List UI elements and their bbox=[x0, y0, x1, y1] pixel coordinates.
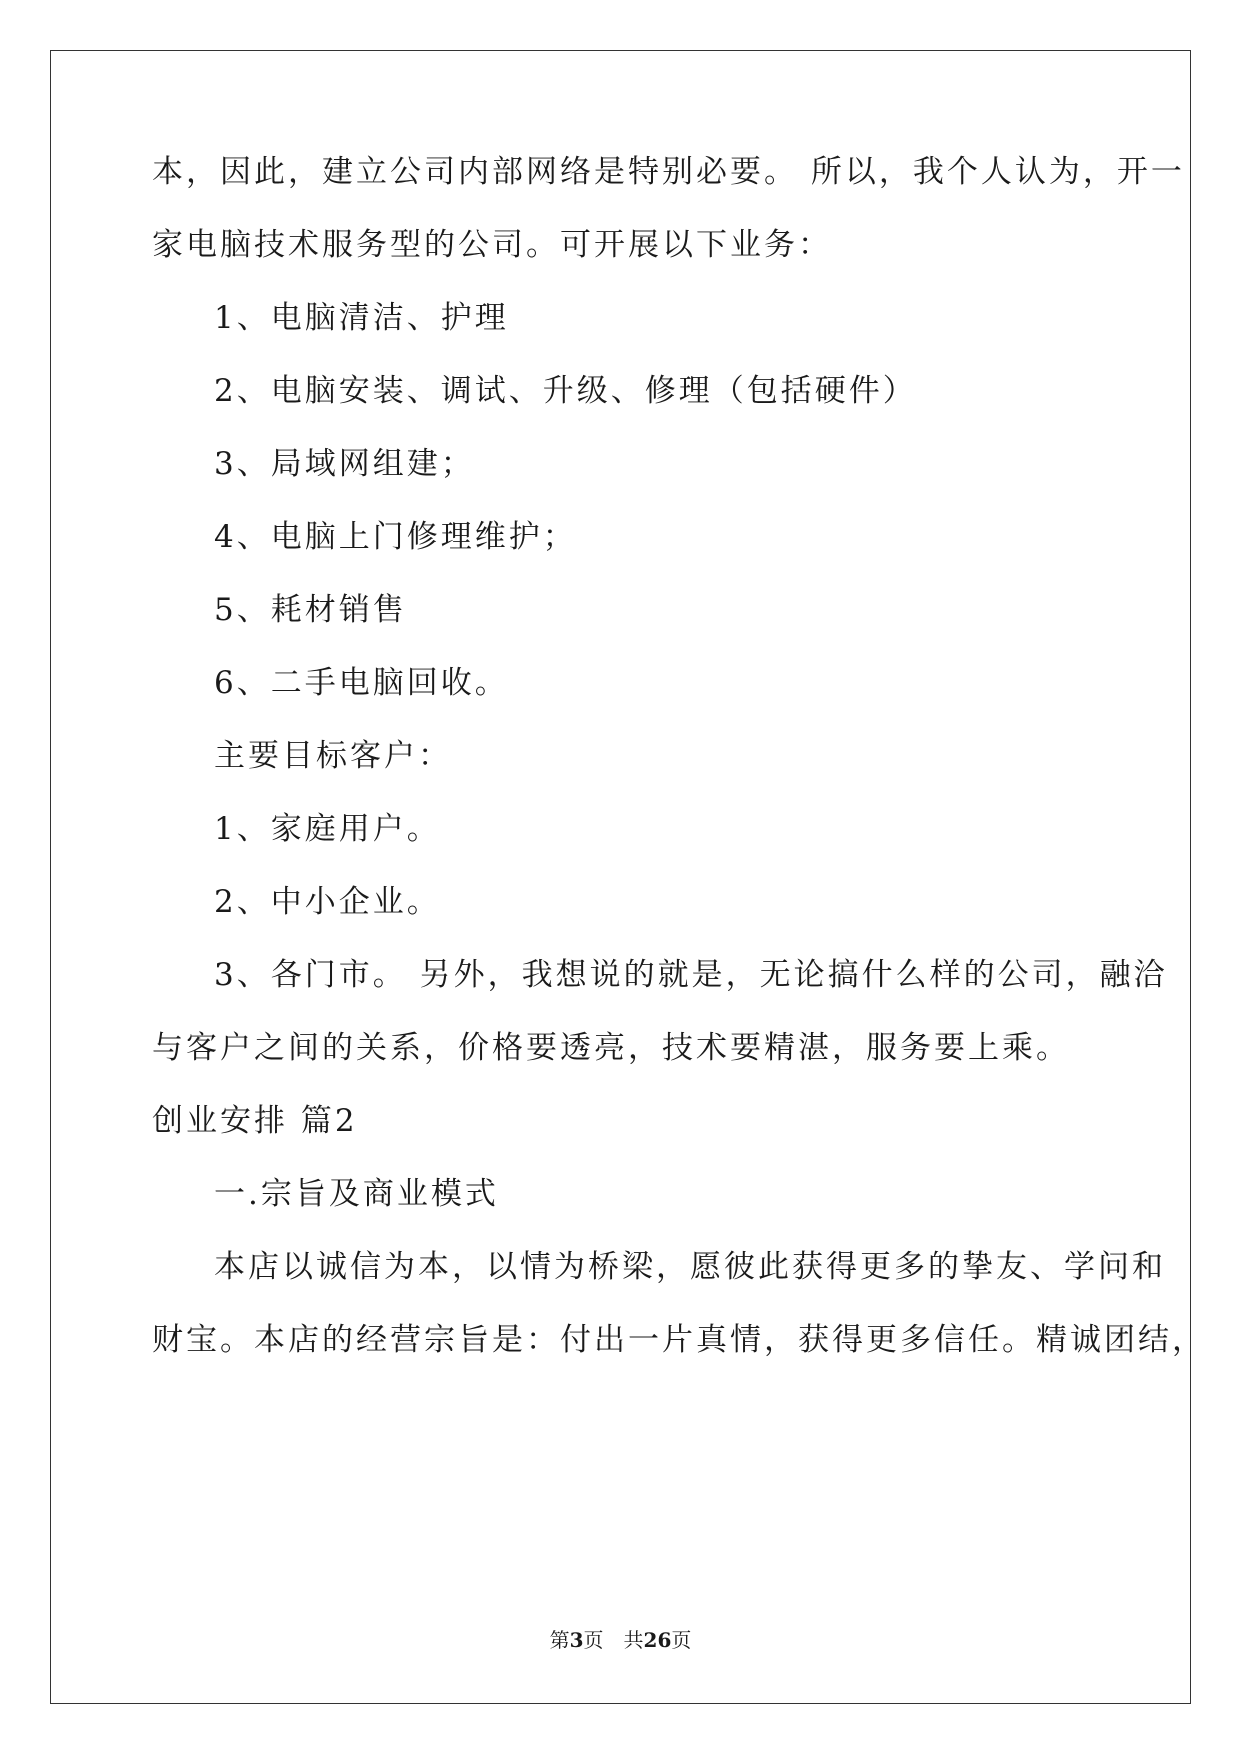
paragraph-line: 与客户之间的关系，价格要透亮，技术要精湛，服务要上乘。 bbox=[152, 1030, 1070, 1066]
page-suffix: 页 bbox=[583, 1628, 604, 1652]
list-item: 3、各门市。 另外，我想说的就是，无论搞什么样的公司，融洽 bbox=[214, 957, 1168, 993]
list-item: 1、电脑清洁、护理 bbox=[214, 300, 509, 336]
total-pages-number: 26 bbox=[643, 1628, 672, 1652]
list-item: 2、电脑安装、调试、升级、修理（包括硬件） bbox=[214, 373, 917, 409]
paragraph-line: 本，因此，建立公司内部网络是特别必要。 所以，我个人认为，开一 bbox=[152, 154, 1185, 190]
paragraph-line: 家电脑技术服务型的公司。可开展以下业务： bbox=[152, 227, 832, 263]
list-item: 6、二手电脑回收。 bbox=[214, 665, 509, 701]
list-item: 4、电脑上门修理维护； bbox=[214, 519, 577, 555]
total-prefix: 共 bbox=[623, 1628, 644, 1652]
paragraph-line: 财宝。本店的经营宗旨是：付出一片真情，获得更多信任。精诚团结， bbox=[152, 1322, 1206, 1358]
list-item: 3、局域网组建； bbox=[214, 446, 475, 482]
total-suffix: 页 bbox=[671, 1628, 692, 1652]
section-title: 创业安排 篇2 bbox=[152, 1103, 358, 1139]
list-item: 2、中小企业。 bbox=[214, 884, 441, 920]
subheading: 一.宗旨及商业模式 bbox=[214, 1176, 499, 1212]
page-footer bbox=[0, 1628, 1241, 1652]
subheading: 主要目标客户： bbox=[214, 738, 452, 774]
current-page-number: 3 bbox=[569, 1628, 584, 1652]
list-item: 5、耗材销售 bbox=[214, 592, 407, 628]
list-item: 1、家庭用户。 bbox=[214, 811, 441, 847]
page-prefix: 第 bbox=[549, 1628, 570, 1652]
paragraph-line: 本店以诚信为本，以情为桥梁，愿彼此获得更多的挚友、学问和 bbox=[214, 1249, 1166, 1285]
